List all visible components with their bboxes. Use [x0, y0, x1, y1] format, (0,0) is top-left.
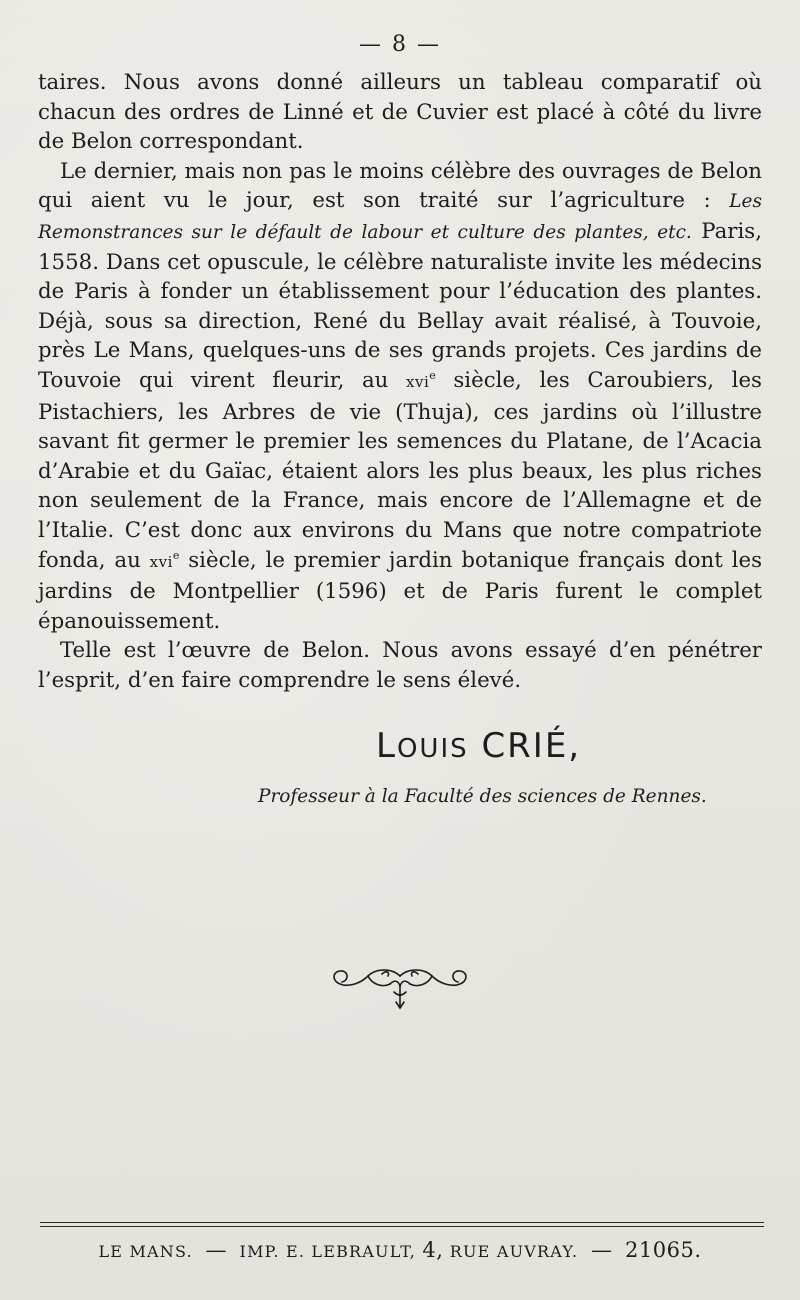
imprint-city: LE MANS. — [98, 1242, 193, 1261]
author-first-name-rest: OUIS — [396, 734, 469, 764]
paragraph-2 — [38, 157, 762, 637]
author-signature — [376, 726, 581, 766]
fleuron-ornament-icon — [328, 962, 472, 1014]
paragraph-2-part-c: siècle, les Caroubiers, les Pistachiers, les Arbres de vie (Thuja), ces jardins où l’illustre savant fit germer le premier les semences du Platane, de l’Acacia d’Arabie et du Gaïac, étaient alors les plus beaux, les plus riches non seulement de la France, mais encore de l’Allemagne et de l’Italie. C’est donc aux environs du Mans que notre compatriote fonda, au — [38, 367, 762, 573]
footer-rule — [40, 1222, 764, 1223]
author-initial: L — [376, 726, 397, 766]
imprint-number: 4, — [422, 1238, 444, 1262]
body-text — [38, 68, 762, 695]
author-affiliation: Professeur à la Faculté des sciences de Rennes. — [258, 786, 707, 807]
author-last-name: CRIÉ, — [481, 726, 582, 766]
century-numeral: xvi — [406, 372, 430, 391]
imprint-street: RUE AUVRAY. — [449, 1242, 579, 1261]
paragraph-2-part-b: Paris, 1558. Dans cet opuscule, le célèbre naturaliste invite les médecins de Paris à fonder un établissement pour l’éducation des plantes. Déjà, sous sa direction, René du Bellay avait réalisé, à Touvoie, près Le Mans, quelques-uns de ses grands projets. Ces jardins de Touvoie qui virent fleurir, au — [38, 218, 762, 393]
imprint-code: 21065. — [625, 1238, 702, 1262]
footer-rule-thin — [40, 1226, 764, 1227]
paragraph-1: taires. Nous avons donné ailleurs un tableau comparatif où chacun des ordres de Linné et de Cuvier est placé à côté du livre de Belon correspondant. — [38, 70, 762, 155]
page-number: — 8 — — [359, 32, 441, 57]
imprint-dash: — — [590, 1238, 613, 1262]
printer-imprint — [0, 1238, 800, 1262]
imprint-dash: — — [205, 1238, 227, 1262]
century-superscript: e — [172, 548, 180, 562]
imprint-printer: IMP. E. LEBRAULT, — [239, 1242, 417, 1261]
paragraph-2-part-d: siècle, le premier jardin botanique français dont les jardins de Montpellier (1596) et de Paris furent le complet épanouissement. — [38, 547, 762, 634]
book-title: Les Remonstrances sur le défault de labour et culture des plantes, etc. — [38, 191, 762, 243]
paragraph-3: Telle est l’œuvre de Belon. Nous avons essayé d’en pénétrer l’esprit, d’en faire comprendre le sens élevé. — [38, 638, 762, 693]
paragraph-2-part-a: Le dernier, mais non pas le moins célèbre des ouvrages de Belon qui aient vu le jour, est son traité sur l’agriculture : — [38, 158, 762, 214]
century-numeral: xvi — [149, 552, 173, 571]
century-superscript: e — [429, 368, 436, 382]
